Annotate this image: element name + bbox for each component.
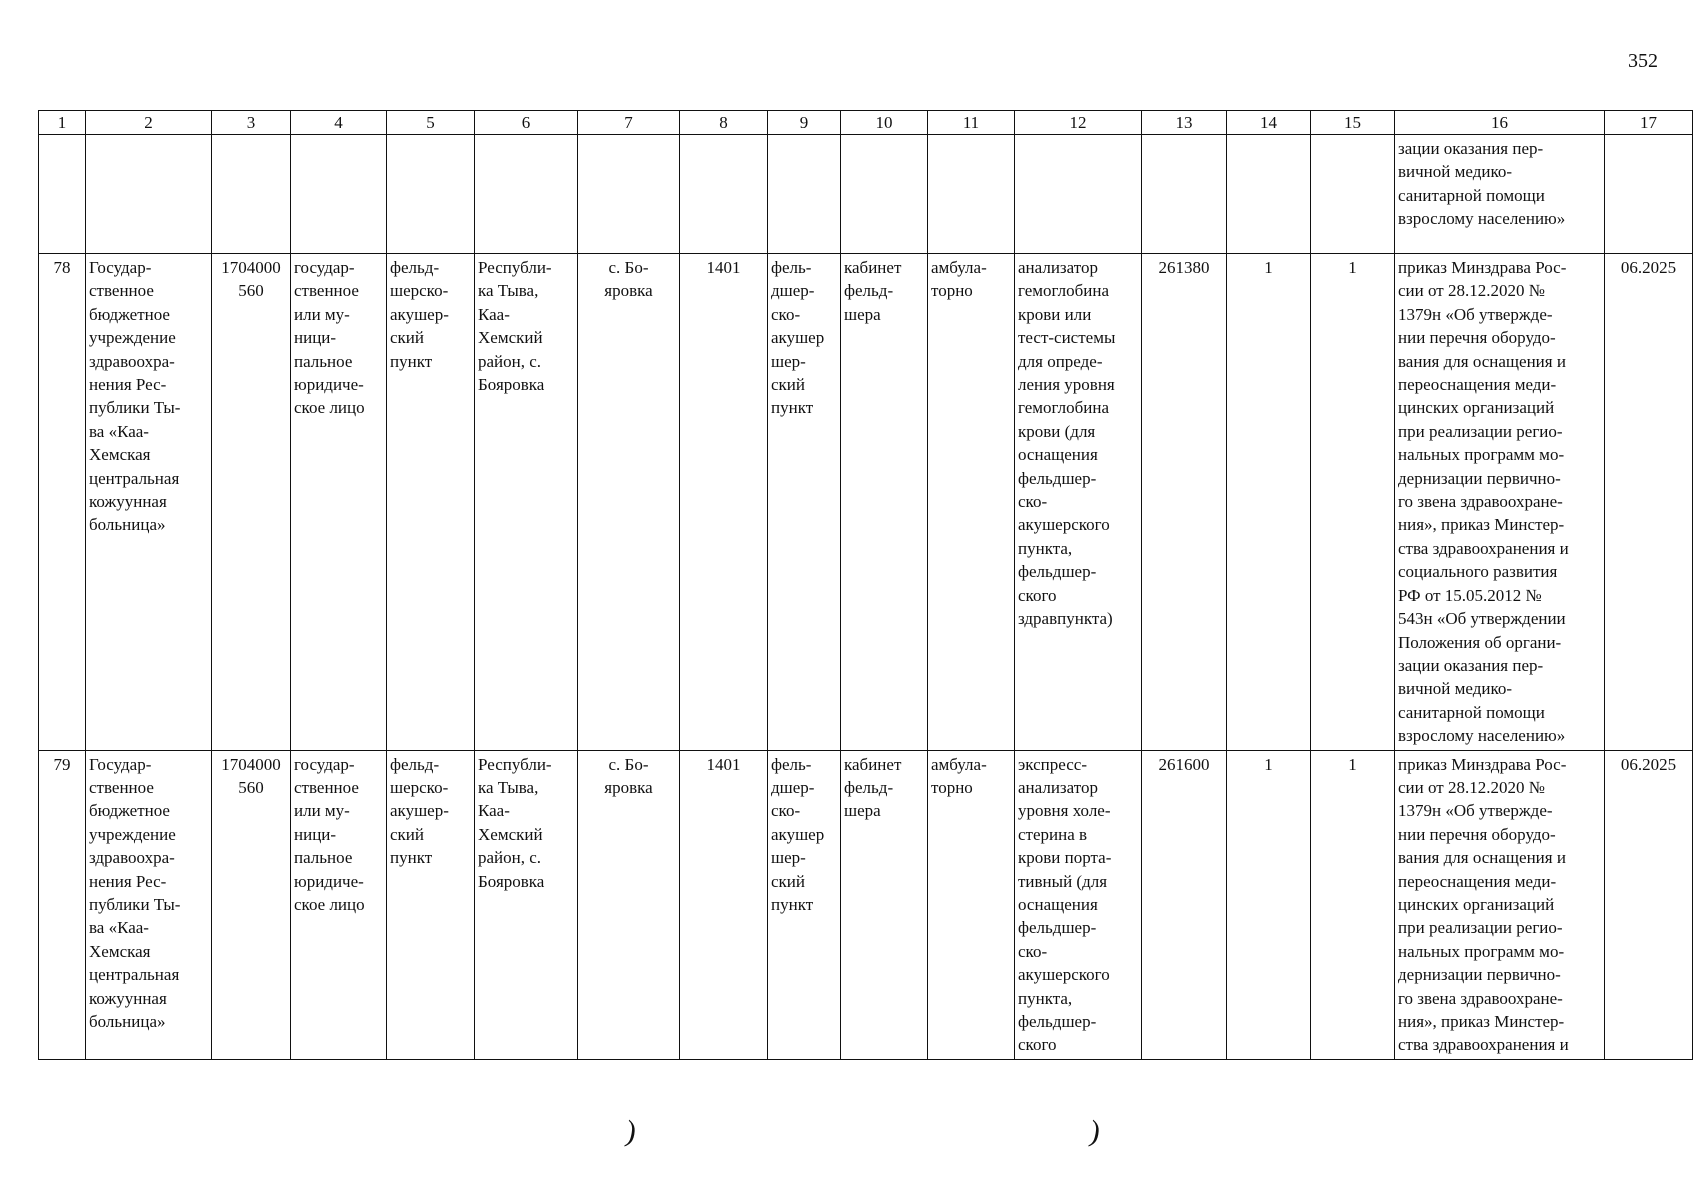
column-number: 11: [928, 111, 1015, 135]
cell-quantity: 1: [1311, 254, 1395, 751]
cell-quantity: 1: [1227, 254, 1311, 751]
cell-date: 06.2025: [1605, 750, 1693, 1059]
column-number: 2: [86, 111, 212, 135]
column-number: 7: [578, 111, 680, 135]
cell-legal-basis: зации оказания пер- вичной медико- санитарной помощи взрослому населению»: [1395, 135, 1605, 254]
cell-code: 1704000 560: [212, 254, 291, 751]
cell: [291, 135, 387, 254]
table-row-continuation: [39, 135, 1693, 254]
cell-date: 06.2025: [1605, 254, 1693, 751]
cell-organization: Государ- ственное бюджетное учреждение здравоохра- нения Рес- публики Ты- ва «Каа- Хемская центральная кожуунная больница»: [86, 254, 212, 751]
cell: [1605, 135, 1693, 254]
cell: [475, 135, 578, 254]
cell: [86, 135, 212, 254]
cell-legal-basis: приказ Минздрава Рос- сии от 28.12.2020 № 1379н «Об утвержде- нии перечня оборудо- вания для оснащения и переоснащения меди- цинских организаций при реализации регио- нальных программ мо- дернизации первично- го звена здравоохране- ния», приказ Минстер- ства здравоохранения и социального развития РФ от 15.05.2012 № 543н «Об утверждении Положения об органи- зации оказания пер- вичной медико- санитарной помощи взрослому населению»: [1395, 254, 1605, 751]
column-number: 8: [680, 111, 768, 135]
cell-address: Республи- ка Тыва, Каа- Хемский район, с. Бояровка: [475, 750, 578, 1059]
table-row: [39, 750, 1693, 1059]
cell: [1015, 135, 1142, 254]
cell: [1142, 135, 1227, 254]
column-number: 6: [475, 111, 578, 135]
page-number: 352: [1628, 50, 1658, 72]
column-number: 16: [1395, 111, 1605, 135]
cell-department: фель- дшер- ско- акушер шер- ский пункт: [768, 254, 841, 751]
cell-legal-basis: приказ Минздрава Рос- сии от 28.12.2020 № 1379н «Об утвержде- нии перечня оборудо- вания для оснащения и переоснащения меди- цинских организаций при реализации регио- нальных программ мо- дернизации первично- го звена здравоохране- ния», приказ Минстер- ства здравоохранения и: [1395, 750, 1605, 1059]
cell-equipment-code: 261600: [1142, 750, 1227, 1059]
cell: [1227, 135, 1311, 254]
cell: [841, 135, 928, 254]
cell: [578, 135, 680, 254]
cell: [39, 135, 86, 254]
column-number: 14: [1227, 111, 1311, 135]
table-row: [39, 254, 1693, 751]
column-number-row: [39, 111, 1693, 135]
cell-room: кабинет фельд- шера: [841, 254, 928, 751]
footer-mark: ): [1087, 1114, 1103, 1149]
cell-quantity: 1: [1311, 750, 1395, 1059]
cell-locality: с. Бо- яровка: [578, 254, 680, 751]
cell-address: Республи- ка Тыва, Каа- Хемский район, с. Бояровка: [475, 254, 578, 751]
cell-room: кабинет фельд- шера: [841, 750, 928, 1059]
cell-unit-type: фельд- шерско- акушер- ский пункт: [387, 750, 475, 1059]
column-number: 12: [1015, 111, 1142, 135]
cell-code-1401: 1401: [680, 254, 768, 751]
column-number: 10: [841, 111, 928, 135]
cell-equipment-code: 261380: [1142, 254, 1227, 751]
cell-organization: Государ- ственное бюджетное учреждение здравоохра- нения Рес- публики Ты- ва «Каа- Хемская центральная кожуунная больница»: [86, 750, 212, 1059]
cell: [928, 135, 1015, 254]
cell-quantity: 1: [1227, 750, 1311, 1059]
cell-equipment: экспресс- анализатор уровня холе- стерина в крови порта- тивный (для оснащения фельдшер- ско- акушерского пункта, фельдшер- ского: [1015, 750, 1142, 1059]
cell-care-mode: амбула- торно: [928, 750, 1015, 1059]
column-number: 3: [212, 111, 291, 135]
cell-equipment: анализатор гемоглобина крови или тест-системы для опреде- ления уровня гемоглобина крови (для оснащения фельдшер- ско- акушерского пункта, фельдшер- ского здравпункта): [1015, 254, 1142, 751]
cell-unit-type: фельд- шерско- акушер- ский пункт: [387, 254, 475, 751]
cell-legal-form: государ- ственное или му- ници- пальное юридиче- ское лицо: [291, 254, 387, 751]
column-number: 4: [291, 111, 387, 135]
cell-department: фель- дшер- ско- акушер шер- ский пункт: [768, 750, 841, 1059]
column-number: 13: [1142, 111, 1227, 135]
footer-mark: ): [623, 1114, 639, 1149]
column-number: 9: [768, 111, 841, 135]
cell: [212, 135, 291, 254]
cell-row-number: 79: [39, 750, 86, 1059]
cell-row-number: 78: [39, 254, 86, 751]
cell-care-mode: амбула- торно: [928, 254, 1015, 751]
column-number: 15: [1311, 111, 1395, 135]
equipment-table: [38, 110, 1693, 1060]
column-number: 17: [1605, 111, 1693, 135]
cell-locality: с. Бо- яровка: [578, 750, 680, 1059]
column-number: 5: [387, 111, 475, 135]
cell-code: 1704000 560: [212, 750, 291, 1059]
column-number: 1: [39, 111, 86, 135]
cell: [387, 135, 475, 254]
cell: [768, 135, 841, 254]
cell: [680, 135, 768, 254]
cell-code-1401: 1401: [680, 750, 768, 1059]
cell: [1311, 135, 1395, 254]
cell-legal-form: государ- ственное или му- ници- пальное юридиче- ское лицо: [291, 750, 387, 1059]
